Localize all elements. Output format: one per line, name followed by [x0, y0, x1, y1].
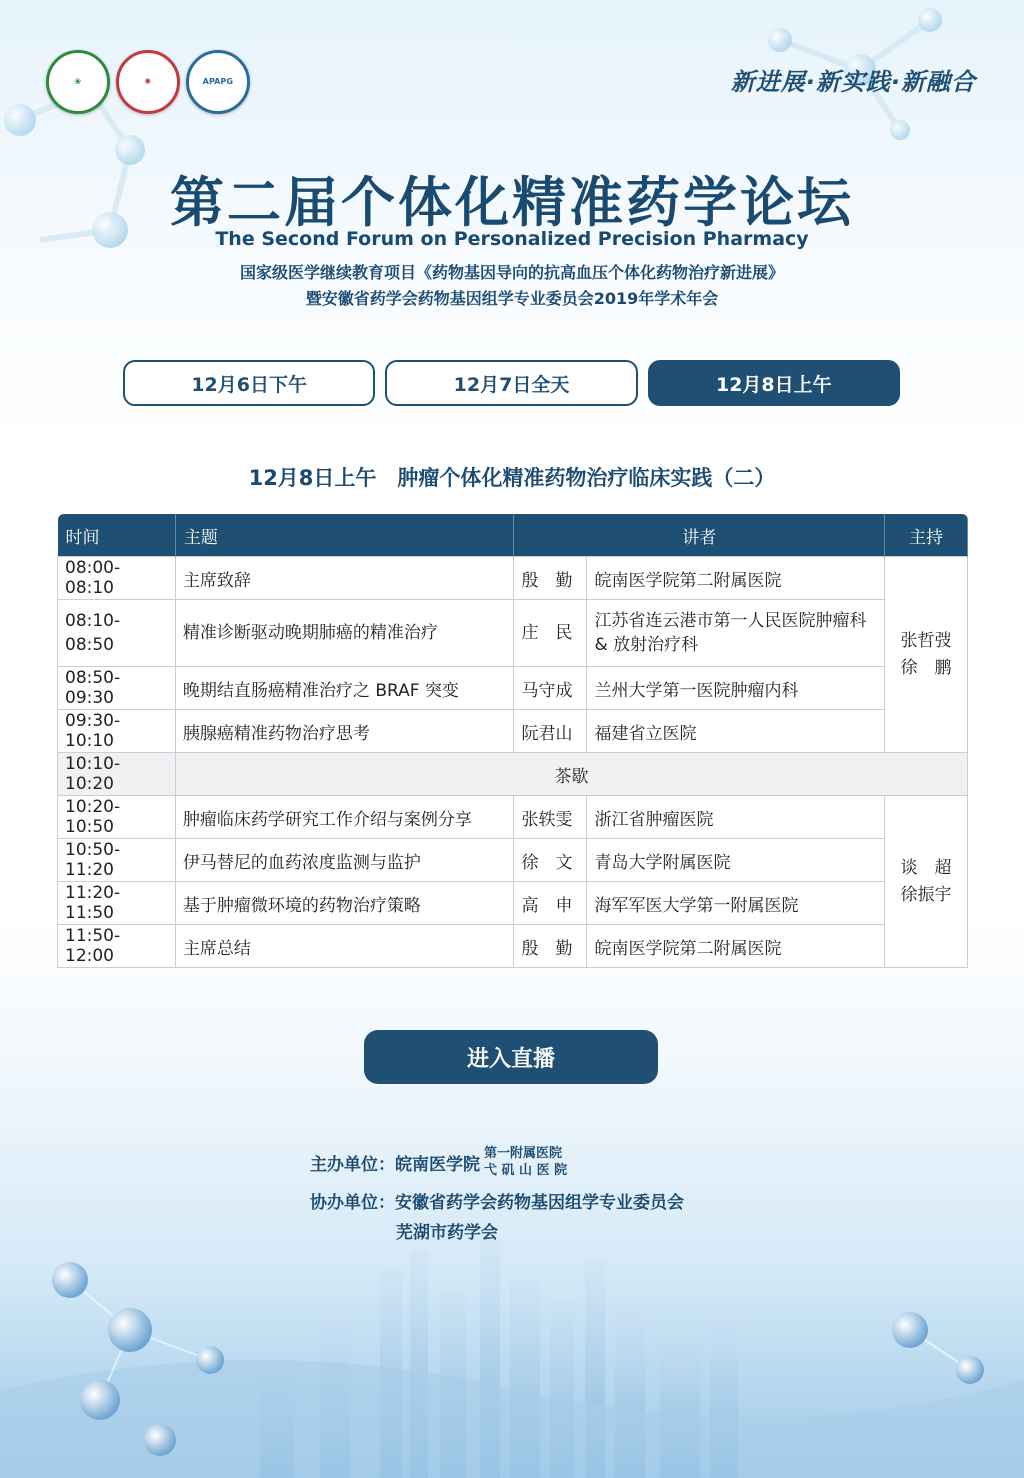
table-row — [58, 600, 968, 667]
topic-cell: 主席总结 — [175, 925, 514, 968]
page-title: 第二届个体化精准药学论坛 — [170, 171, 854, 234]
speaker-cell: 马守成 — [514, 667, 587, 710]
table-row — [58, 710, 968, 753]
org-cell: 青岛大学附属医院 — [587, 839, 885, 882]
org-cell: 皖南医学院第二附属医院 — [587, 925, 885, 968]
tab-dec8-morning[interactable]: 12月8日上午 — [648, 360, 900, 406]
speaker-cell: 高 申 — [514, 882, 587, 925]
co-label: 协办单位： — [310, 1193, 395, 1213]
speaker-cell: 殷 勤 — [514, 557, 587, 600]
time-cell: 10:50-11:20 — [58, 839, 176, 882]
org-cell: 浙江省肿瘤医院 — [587, 796, 885, 839]
logo-group — [46, 50, 250, 114]
table-row — [58, 796, 968, 839]
org-cell: 江苏省连云港市第一人民医院肿瘤科 & 放射治疗科 — [587, 600, 885, 667]
topic-cell: 肿瘤临床药学研究工作介绍与案例分享 — [175, 796, 514, 839]
table-row — [58, 557, 968, 600]
org-cell: 兰州大学第一医院肿瘤内科 — [587, 667, 885, 710]
header-time: 时间 — [58, 514, 176, 557]
time-cell: 09:30-10:10 — [58, 710, 176, 753]
host-sub-2: 弋 矶 山 医 院 — [484, 1163, 568, 1178]
host-name: 皖南医学院 — [395, 1154, 480, 1175]
topic-cell: 基于肿瘤微环境的药物治疗策略 — [175, 882, 514, 925]
time-cell: 11:50-12:00 — [58, 925, 176, 968]
slogan: 新进展·新实践·新融合 — [730, 68, 976, 96]
english-subtitle: The Second Forum on Personalized Precision Pharmacy — [215, 228, 809, 250]
time-cell: 11:20-11:50 — [58, 882, 176, 925]
topic-cell: 晚期结直肠癌精准治疗之 BRAF 突变 — [175, 667, 514, 710]
tab-dec7-fullday[interactable]: 12月7日全天 — [385, 360, 637, 406]
enter-live-button[interactable]: 进入直播 — [364, 1030, 658, 1084]
apapg-logo: APAPG — [186, 50, 250, 114]
host-label: 主办单位： — [310, 1154, 395, 1175]
speaker-cell: 阮君山 — [514, 710, 587, 753]
header-host: 主持 — [885, 514, 968, 557]
header-topic: 主题 — [175, 514, 514, 557]
host-name: 徐 鹏 — [900, 657, 952, 678]
co-organizer-2: 芜湖市药学会 — [396, 1223, 498, 1243]
table-row — [58, 839, 968, 882]
table-row — [58, 882, 968, 925]
schedule-table — [57, 514, 968, 968]
subtitle-line-2: 暨安徽省药学会药物基因组学专业委员会2019年学术年会 — [305, 289, 719, 308]
date-tabs — [123, 360, 900, 406]
section-title: 12月8日上午 肿瘤个体化精准药物治疗临床实践（二） — [248, 466, 776, 490]
topic-cell: 胰腺癌精准药物治疗思考 — [175, 710, 514, 753]
forum-logo: ✺ — [116, 50, 180, 114]
host-name: 徐振宇 — [900, 884, 952, 905]
host-sub-units — [484, 1145, 567, 1179]
org-cell: 海军军医大学第一附属医院 — [587, 882, 885, 925]
speaker-cell: 徐 文 — [514, 839, 587, 882]
time-cell: 08:10-08:50 — [58, 600, 176, 667]
co-organizer — [310, 1188, 684, 1213]
host-cell — [885, 557, 968, 753]
hospital-logo: ❀ — [46, 50, 110, 114]
topic-cell: 精准诊断驱动晚期肺癌的精准治疗 — [175, 600, 514, 667]
host-sub-1: 第一附属医院 — [484, 1146, 563, 1161]
table-header-row — [58, 514, 968, 557]
host-cell — [885, 796, 968, 968]
speaker-cell: 庄 民 — [514, 600, 587, 667]
subtitle-line-1: 国家级医学继续教育项目《药物基因导向的抗高血压个体化药物治疗新进展》 — [239, 263, 784, 282]
host-name: 谈 超 — [900, 857, 952, 878]
table-row — [58, 667, 968, 710]
speaker-cell: 殷 勤 — [514, 925, 587, 968]
header-speaker: 讲者 — [514, 514, 885, 557]
tab-dec6-afternoon[interactable]: 12月6日下午 — [123, 360, 375, 406]
co-name-1: 安徽省药学会药物基因组学专业委员会 — [395, 1193, 684, 1213]
topic-cell: 主席致辞 — [175, 557, 514, 600]
time-cell: 10:20-10:50 — [58, 796, 176, 839]
break-row — [58, 753, 968, 796]
time-cell: 08:00-08:10 — [58, 557, 176, 600]
topic-cell: 伊马替尼的血药浓度监测与监护 — [175, 839, 514, 882]
break-label: 茶歇 — [175, 753, 967, 796]
table-row — [58, 925, 968, 968]
time-cell: 10:10-10:20 — [58, 753, 176, 796]
city-background-bottom — [0, 1210, 1024, 1478]
speaker-cell: 张轶雯 — [514, 796, 587, 839]
host-name: 张哲弢 — [900, 630, 952, 651]
org-cell: 福建省立医院 — [587, 710, 885, 753]
host-organizer — [310, 1145, 567, 1179]
org-cell: 皖南医学院第二附属医院 — [587, 557, 885, 600]
time-cell: 08:50-09:30 — [58, 667, 176, 710]
